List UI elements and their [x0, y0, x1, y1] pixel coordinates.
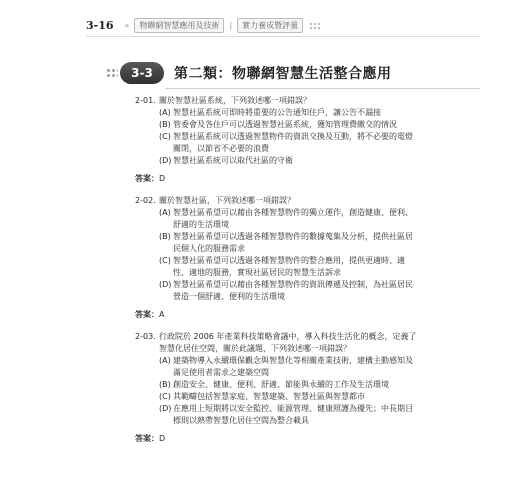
section-number: 3-3 — [131, 66, 153, 80]
answer-label: 答案： — [135, 434, 159, 443]
option-key: (C) — [159, 132, 171, 141]
option-text: 智慧社區希望可以藉由各種智慧物件的資訊傳遞及控制，為社區居民營造一個舒適、便利的生活環境 — [173, 280, 413, 301]
option-key: (A) — [159, 208, 171, 217]
option — [159, 403, 420, 427]
header-separator: » — [124, 21, 130, 30]
option-key: (C) — [159, 256, 171, 265]
option-key: (B) — [159, 120, 171, 129]
option — [159, 279, 420, 303]
page-number: 3-16 — [86, 19, 114, 32]
question-stem — [135, 195, 420, 207]
question-number: 2-02. — [135, 196, 156, 205]
option — [159, 379, 420, 391]
question — [135, 95, 420, 185]
option-key: (D) — [159, 404, 172, 413]
option — [159, 355, 420, 379]
option — [159, 231, 420, 255]
option — [159, 207, 420, 231]
section-heading — [120, 62, 392, 84]
option-text: 創造安全、健康、便利、舒適、節能與永續的工作及生活環境 — [173, 380, 389, 389]
option-text: 智慧社區希望可以透過各種智慧物件的數據蒐集及分析，提供社區居民個人化的服務需求 — [173, 232, 413, 253]
option-text: 智慧社區系統可即時將重要的公告通知住戶，讓公告不漏接 — [173, 108, 381, 117]
option — [159, 131, 420, 155]
option-key: (C) — [159, 392, 171, 401]
section-title: 第二類：物聯網智慧生活整合應用 — [174, 66, 392, 82]
answer-label: 答案： — [135, 174, 159, 183]
answer-label: 答案： — [135, 310, 159, 319]
option-key: (B) — [159, 232, 171, 241]
section-badge — [120, 62, 164, 84]
question-list — [135, 95, 420, 455]
option-text: 其範疇包括智慧家庭、智慧建築、智慧社區與智慧都市 — [173, 392, 365, 401]
answer-value: A — [159, 310, 165, 319]
option-key: (D) — [159, 280, 172, 289]
question — [135, 195, 420, 321]
option-text: 建築物導入永續環保觀念與智慧化等相關產業技術，建構主動感知及滿足使用者需求之建築空間 — [173, 356, 413, 377]
question-text: 行政院於 2006 年產業科技策略會議中，導入科技生活化的概念，定義了智慧化居住空間，關於此議題，下列敘述哪一項錯誤？ — [159, 332, 417, 353]
book-title: 物聯網智慧應用及技術 — [134, 18, 224, 33]
option-key: (A) — [159, 356, 171, 365]
option-text: 在應用上短期將以安全監控、能源管理、健康照護為優先；中長期目標則以熱帶智慧化居住空間為整合載具 — [173, 404, 413, 425]
question-number: 2-01. — [135, 96, 156, 105]
answer-value: D — [159, 434, 166, 443]
header-separator: | — [229, 21, 233, 30]
option-text: 智慧社區希望可以藉由各種智慧物件的獨立運作，創造健康、便利、舒適的生活環境 — [173, 208, 413, 229]
answer-line — [135, 173, 420, 185]
option — [159, 107, 420, 119]
page-header — [86, 18, 321, 33]
decorative-dots-icon — [106, 68, 118, 78]
option-key: (A) — [159, 108, 171, 117]
decorative-dots-icon — [309, 22, 321, 30]
option-text: 智慧社區系統可以取代社區的守衛 — [173, 156, 293, 165]
question-stem — [135, 95, 420, 107]
header-divider — [86, 36, 480, 37]
option — [159, 155, 420, 167]
option-key: (D) — [159, 156, 172, 165]
option-text: 智慧社區系統可以透過智慧物件的資訊交換及互動，將不必要的電燈關閉，以節省不必要的浪費 — [173, 132, 413, 153]
option — [159, 255, 420, 279]
option-text: 智慧社區希望可以透過各種智慧物件的整合應用，提供更適時、適性、適地的服務，實現社區居民的智慧生活訴求 — [173, 256, 405, 277]
question-number: 2-03. — [135, 332, 156, 341]
question-text: 關於智慧社區系統，下列敘述哪一項錯誤？ — [159, 96, 311, 105]
option-key: (B) — [159, 380, 171, 389]
answer-line — [135, 433, 420, 445]
answer-value: D — [159, 174, 166, 183]
option — [159, 119, 420, 131]
question-text: 關於智慧社區，下列敘述哪一項錯誤？ — [159, 196, 295, 205]
question-stem — [135, 331, 420, 355]
section-divider — [165, 88, 480, 89]
option — [159, 391, 420, 403]
option-text: 管委會及各住戶可以透過智慧社區系統，獲知管理費繳交的情況 — [173, 120, 397, 129]
answer-line — [135, 309, 420, 321]
chapter-title: 實力養成暨評量 — [237, 18, 303, 33]
question — [135, 331, 420, 445]
